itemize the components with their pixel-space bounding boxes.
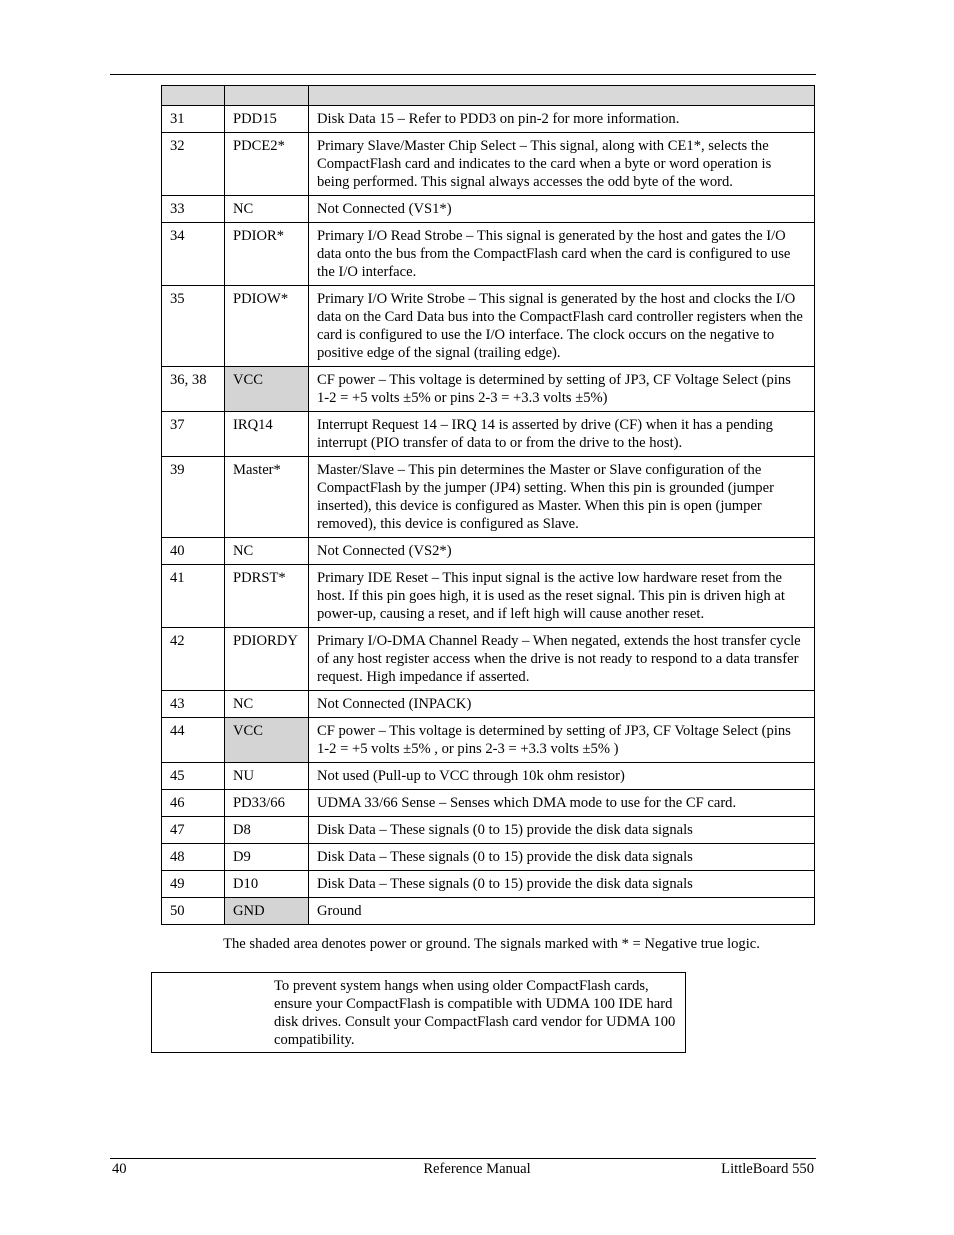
pin-cell: 39 [162,457,225,538]
pin-cell: 46 [162,790,225,817]
signal-cell: PDIORDY [225,628,309,691]
description-cell: Primary IDE Reset – This input signal is the active low hardware reset from the host. If this pin goes high, it is used as the reset signal. This pin is driven high at power-up, causing a reset, and if left high will cause another reset. [309,565,815,628]
signal-cell: D10 [225,871,309,898]
signal-cell: NU [225,763,309,790]
signal-cell: D9 [225,844,309,871]
pin-cell: 37 [162,412,225,457]
description-cell: Primary Slave/Master Chip Select – This signal, along with CE1*, selects the CompactFlash card and indicates to the card when a byte or word operation is being performed. This signal always accesses the odd byte of the word. [309,133,815,196]
signal-cell: IRQ14 [225,412,309,457]
pin-cell: 50 [162,898,225,925]
footer-rule [110,1158,816,1159]
header-pin [162,86,225,106]
description-cell: Master/Slave – This pin determines the Master or Slave configuration of the CompactFlash by the jumper (JP4) setting. When this pin is grounded (jumper inserted), this device is configured as Master. When this pin is open (jumper removed), this device is configured as Slave. [309,457,815,538]
description-cell: CF power – This voltage is determined by setting of JP3, CF Voltage Select (pins 1-2 = +5 volts ±5% or pins 2-3 = +3.3 volts ±5%) [309,367,815,412]
signal-cell: NC [225,196,309,223]
table-row [162,538,815,565]
table-row [162,196,815,223]
table-row [162,565,815,628]
pin-cell: 34 [162,223,225,286]
table-row [162,412,815,457]
signal-cell: NC [225,538,309,565]
pin-cell: 35 [162,286,225,367]
pin-table [161,85,815,925]
table-note: The shaded area denotes power or ground. The signals marked with * = Negative true logic. [223,936,760,952]
description-cell: Not Connected (VS1*) [309,196,815,223]
table-row [162,133,815,196]
header-rule [110,74,816,75]
table-row [162,223,815,286]
pin-cell: 43 [162,691,225,718]
header-signal [225,86,309,106]
description-cell: Ground [309,898,815,925]
table-row [162,790,815,817]
description-cell: Interrupt Request 14 – IRQ 14 is asserted by drive (CF) when it has a pending interrupt (PIO transfer of data to or from the drive to the host). [309,412,815,457]
pin-cell: 36, 38 [162,367,225,412]
signal-cell: D8 [225,817,309,844]
description-cell: Primary I/O Read Strobe – This signal is generated by the host and gates the I/O data onto the bus from the CompactFlash card when the card is configured to use the I/O interface. [309,223,815,286]
signal-cell: PD33/66 [225,790,309,817]
table-row [162,628,815,691]
signal-cell: PDIOR* [225,223,309,286]
pin-cell: 47 [162,817,225,844]
description-cell: Primary I/O-DMA Channel Ready – When negated, extends the host transfer cycle of any host register access when the drive is not ready to respond to a data transfer request. High impedance if asserted. [309,628,815,691]
pin-cell: 33 [162,196,225,223]
signal-cell: PDCE2* [225,133,309,196]
table-row [162,817,815,844]
table-row [162,763,815,790]
callout-text: To prevent system hangs when using older CompactFlash cards, ensure your CompactFlash is compatible with UDMA 100 IDE hard disk drives. Consult your CompactFlash card vendor for UDMA 100 compatibility. [274,978,676,1048]
pin-cell: 48 [162,844,225,871]
signal-cell: VCC [225,367,309,412]
signal-cell: PDD15 [225,106,309,133]
pin-cell: 40 [162,538,225,565]
pin-cell: 42 [162,628,225,691]
description-cell: Primary I/O Write Strobe – This signal is generated by the host and clocks the I/O data on the Card Data bus into the CompactFlash card controller registers when the card is configured to use the I/O interface. The clock occurs on the negative to positive edge of the signal (trailing edge). [309,286,815,367]
description-cell: CF power – This voltage is determined by setting of JP3, CF Voltage Select (pins 1-2 = +5 volts ±5% , or pins 2-3 = +3.3 volts ±5% ) [309,718,815,763]
table-row [162,871,815,898]
description-cell: Not Connected (VS2*) [309,538,815,565]
table-row [162,844,815,871]
description-cell: Disk Data – These signals (0 to 15) provide the disk data signals [309,871,815,898]
footer-product: LittleBoard 550 [721,1161,814,1177]
description-cell: Not used (Pull-up to VCC through 10k ohm resistor) [309,763,815,790]
table-body [162,106,815,925]
table-row [162,691,815,718]
pin-cell: 31 [162,106,225,133]
table-header-row [162,86,815,106]
description-cell: Disk Data – These signals (0 to 15) provide the disk data signals [309,817,815,844]
pin-cell: 32 [162,133,225,196]
pin-cell: 45 [162,763,225,790]
signal-cell: NC [225,691,309,718]
signal-cell: Master* [225,457,309,538]
header-description [309,86,815,106]
pin-cell: 44 [162,718,225,763]
table-row [162,898,815,925]
table-row [162,286,815,367]
pin-cell: 41 [162,565,225,628]
signal-cell: PDIOW* [225,286,309,367]
table-row [162,457,815,538]
signal-cell: PDRST* [225,565,309,628]
description-cell: UDMA 33/66 Sense – Senses which DMA mode to use for the CF card. [309,790,815,817]
table-row [162,367,815,412]
table-row [162,106,815,133]
signal-cell: VCC [225,718,309,763]
table-row [162,718,815,763]
description-cell: Disk Data – These signals (0 to 15) provide the disk data signals [309,844,815,871]
description-cell: Disk Data 15 – Refer to PDD3 on pin-2 for more information. [309,106,815,133]
description-cell: Not Connected (INPACK) [309,691,815,718]
pin-cell: 49 [162,871,225,898]
warning-callout [151,972,686,1053]
footer-title: Reference Manual [423,1161,531,1177]
page-number: 40 [112,1161,127,1177]
signal-cell: GND [225,898,309,925]
